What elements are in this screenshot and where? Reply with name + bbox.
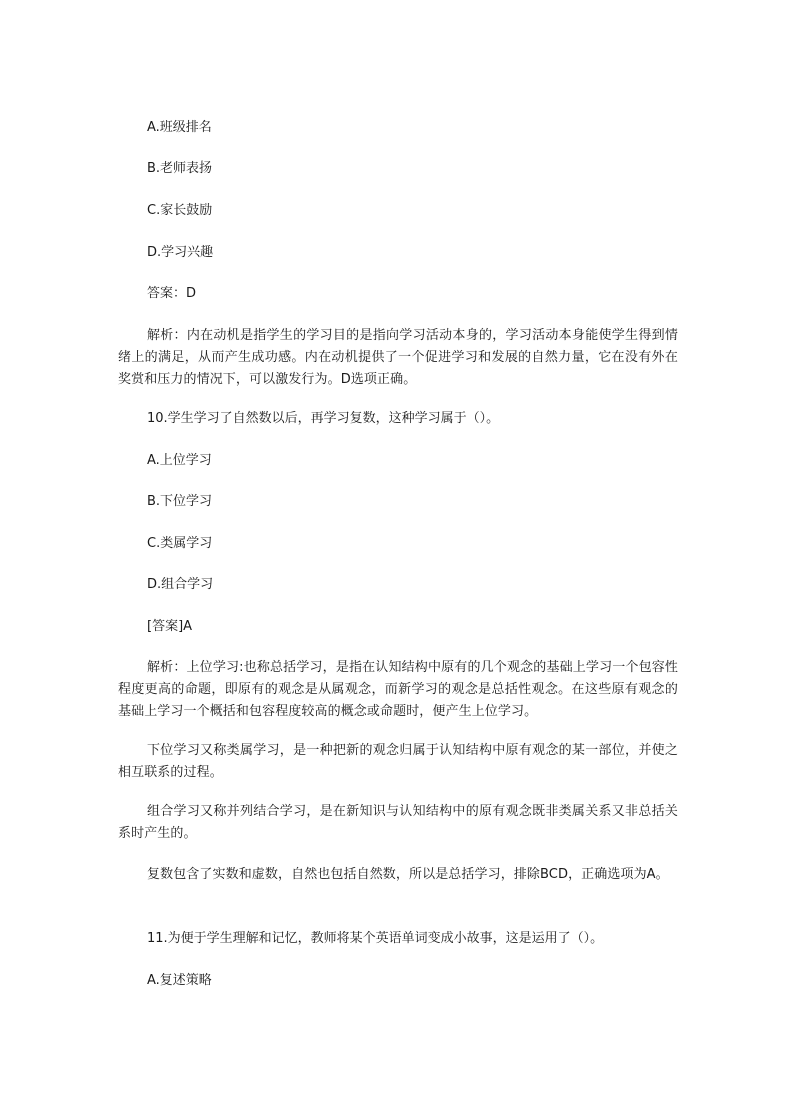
q10-explanation-3: 组合学习又称并列结合学习，是在新知识与认知结构中的原有观念既非类属关系又非总括关系时产生的。 <box>118 804 678 841</box>
q10-option-b: B.下位学习 <box>147 494 213 509</box>
q11-option-a: A.复述策略 <box>147 973 212 988</box>
q9-answer: 答案：D <box>147 286 197 301</box>
q10-option-a: A.上位学习 <box>147 453 212 468</box>
q9-option-a: A.班级排名 <box>147 120 212 135</box>
q9-option-b: B.老师表扬 <box>147 161 213 176</box>
q10-explanation-4: 复数包含了实数和虚数，自然也包括自然数，所以是总括学习，排除BCD，正确选项为A。 <box>147 867 669 882</box>
q10-option-c: C.类属学习 <box>147 536 213 551</box>
q9-option-c: C.家长鼓励 <box>147 203 213 218</box>
q9-option-d: D.学习兴趣 <box>147 245 214 260</box>
q11-question: 11.为便于学生理解和记忆，教师将某个英语单词变成小故事，这是运用了（）。 <box>147 931 604 946</box>
q10-explanation-1: 解析：上位学习:也称总括学习，是指在认知结构中原有的几个观念的基础上学习一个包容性程度更高的命题，即原有的观念是从属观念，而新学习的观念是总括性观念。在这些原有观念的基础上学习一个概括和包容程度较高的概念或命题时，便产生上位学习。 <box>118 660 678 719</box>
q10-explanation-2: 下位学习又称类属学习，是一种把新的观念归属于认知结构中原有观念的某一部位，并使之相互联系的过程。 <box>118 743 678 780</box>
q10-question: 10.学生学习了自然数以后，再学习复数，这种学习属于（）。 <box>147 411 500 426</box>
q9-explanation: 解析：内在动机是指学生的学习目的是指向学习活动本身的，学习活动本身能使学生得到情绪上的满足，从而产生成功感。内在动机提供了一个促进学习和发展的自然力量，它在没有外在奖赏和压力的情况下，可以激发行为。D选项正确。 <box>118 328 678 387</box>
q10-option-d: D.组合学习 <box>147 577 214 592</box>
q10-answer: [答案]A <box>147 619 193 634</box>
